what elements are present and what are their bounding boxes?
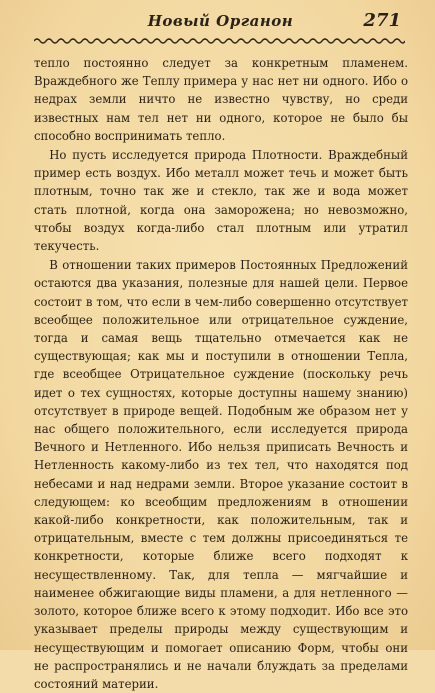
body-text [34, 54, 408, 693]
paragraph: В отношении таких примеров Постоянных Предложений остаются два указания, полезные для нашей цели. Первое состоит в том, что если в чем-либо совершенно отсутствует всеобщее положительное или отрицательное суждение, тогда и самая вещь тщательно отмечается как не существующая; как мы и поступили в отношении Тепла, где всеобщее Отрицательное суждение (поскольку речь идет о тех сущностях, которые доступны нашему знанию) отсутствует в природе вещей. Подобным же образом нет у нас общего положительного, если исследуется природа Вечного и Нетленного. Ибо нельзя приписать Вечность и Нетленность какому-либо из тех тел, что находятся под небесами и над недрами земли. Второе указание состоит в следующем: ко всеобщим предложениям в отношении какой-либо конкретности, как положительным, так и отрицательным, вместе с тем должны присоединяться те конкретности, которые ближе всего подходят к несуществленному. Так, для тепла — мягчайшие и наименее обжигающие виды пламени, а для нетленного — золото, которое ближе всего к этому подходит. Ибо все это указывает пределы природы между существующим и несуществующим и помогает описанию Форм, чтобы они не распространялись и не начали блуждать за пределами состояний материи. [34, 258, 408, 691]
paragraph: тепло постоянно следует за конкретным пламенем. Враждебного же Теплу примера у нас нет ни одного. Ибо о недрах земли ничто не известно чувству, но среди известных нам тел нет ни одного, которое не было бы способно воспринимать тепло. [34, 56, 408, 143]
running-title: Новый Органон [147, 12, 294, 30]
page-number: 271 [363, 10, 401, 31]
page-header [40, 12, 401, 34]
paragraph: Но пусть исследуется природа Плотности. Враждебный пример есть воздух. Ибо металл может течь и может быть плотным, точно так же и стекло, так же и вода может стать плотной, когда она заморожена; но невозможно, чтобы воздух когда-либо стал плотным или утратил текучесть. [34, 148, 408, 254]
header-ornament-rule [34, 36, 405, 46]
